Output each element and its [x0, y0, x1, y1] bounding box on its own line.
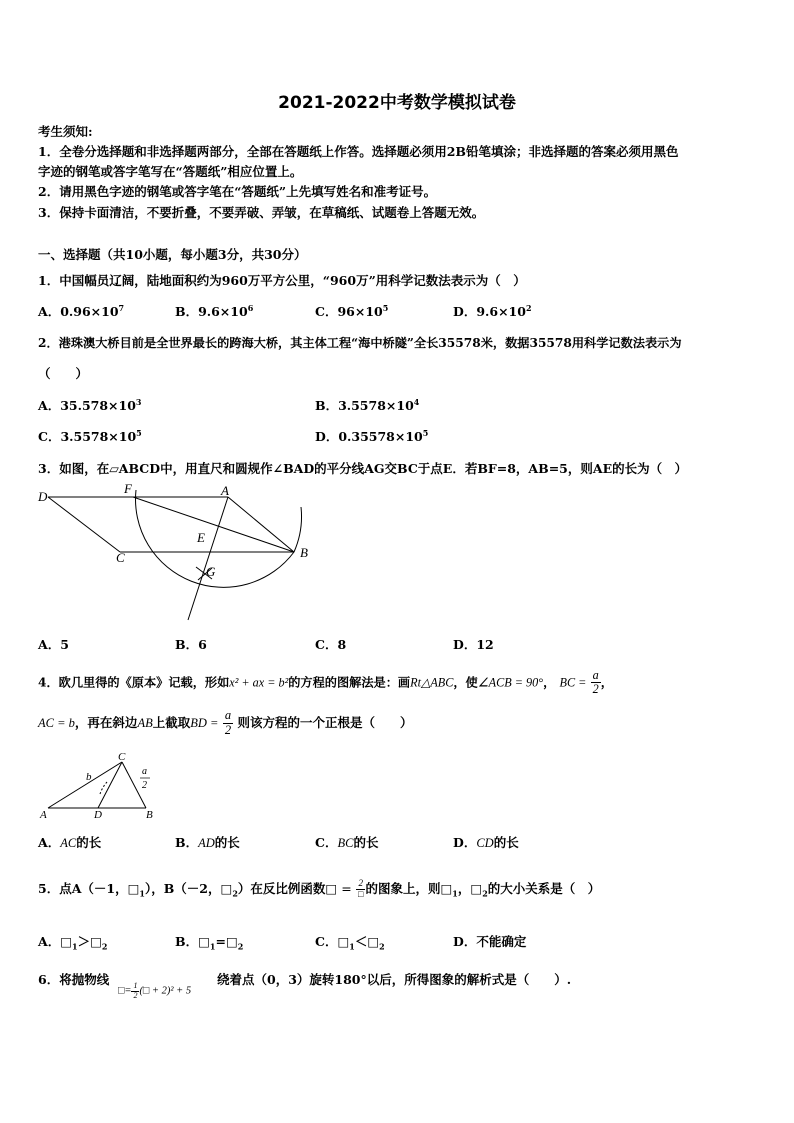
label-f: F — [124, 482, 132, 496]
label-e: E — [197, 530, 205, 545]
label-b: b — [86, 771, 92, 783]
notice-line: 字迹的钢笔或答字笔写在“答题纸”相应位置上。 — [38, 164, 303, 179]
question-4-line2: AC = b，再在斜边AB上截取BD = $\frac{a}{2}$ 则该方程的一个正根是（ ） — [38, 708, 413, 737]
label-b-vertex: B — [146, 809, 153, 821]
label-c: C — [116, 550, 125, 565]
label-a: a — [142, 766, 147, 777]
label-a-vertex: A — [40, 809, 47, 821]
q4-option-c: C．BC的长 — [315, 835, 379, 850]
q3-option-c: C．8 — [315, 637, 347, 652]
line-ab — [228, 497, 294, 552]
page-title: 2021-2022中考数学模拟试卷 — [278, 93, 516, 113]
q5-option-d: D．不能确定 — [453, 934, 527, 949]
arc — [136, 490, 302, 587]
line-ag — [188, 497, 228, 620]
q1-option-a: A．$0.96\times 10^7$ — [38, 302, 125, 319]
label-a: A — [221, 483, 229, 498]
q3-option-b: B．6 — [175, 637, 207, 652]
q6-formula: □= $\frac{1}{2}$ (□ + 2)² + 5 — [118, 981, 192, 1000]
question-2-blank: （ ） — [38, 366, 89, 381]
question-1: 1．中国幅员辽阔，陆地面积约为960万平方公里，“960万”用科学记数法表示为（ ） — [38, 273, 526, 288]
q4-triangle-figure — [36, 750, 166, 822]
q4-option-a: A．AC的长 — [38, 835, 102, 850]
q1-option-c: C．$96\times 10^5$ — [315, 302, 389, 319]
question-2: 2．港珠澳大桥目前是全世界最长的跨海大桥，其主体工程“海中桥隧”全长35578米，数据35578用科学记数法表示为 — [38, 336, 682, 350]
q2-option-b: B．$3.5578\times 10^4$ — [315, 396, 420, 413]
q5-option-b: B．$□_1=□_2$ — [175, 934, 244, 952]
question-6-prefix: 6．将抛物线 — [38, 972, 110, 987]
label-d: D — [38, 489, 48, 504]
label-c: C — [118, 751, 126, 763]
question-3: 3．如图，在▱ABCD中，用直尺和圆规作∠BAD的平分线AG交BC于点E．若BF=8，AB=5，则AE的长为（ ） — [38, 461, 688, 476]
question-5: 5．点A（－1，$□_1$），B（－2，$□_2$）在反比例函数□ = $\frac{2}{□}$ 的图象上，则$□_1$，$□_2$的大小关系是（ ） — [38, 878, 601, 899]
q4-option-b: B．AD的长 — [175, 835, 240, 850]
label-b: B — [300, 545, 308, 560]
q2-option-d: D．$0.35578\times 10^5$ — [315, 427, 429, 444]
line-dc — [48, 497, 120, 552]
q2-option-a: A．$35.578\times 10^3$ — [38, 396, 142, 413]
label-2: 2 — [142, 780, 147, 791]
q3-parallelogram-figure — [36, 482, 316, 627]
notice-line: 3．保持卡面清洁，不要折叠，不要弄破、弄皱，在草稿纸、试题卷上答题无效。 — [38, 205, 485, 220]
label-g: G — [206, 564, 216, 579]
notice-heading: 考生须知: — [38, 124, 93, 139]
q5-option-a: A．$□_1>□_2$ — [38, 934, 108, 952]
line-fb — [133, 497, 294, 552]
notice-line: 1．全卷分选择题和非选择题两部分，全部在答题纸上作答。选择题必须用2B铅笔填涂；非选择题的答案必须用黑色 — [38, 144, 679, 159]
q3-option-a: A．5 — [38, 637, 69, 652]
q5-option-c: C．$□_1<□_2$ — [315, 934, 385, 952]
question-6: 绕着点（0，3）旋转180°以后，所得图象的解析式是（ ）. — [217, 972, 572, 987]
section-heading: 一、选择题（共10小题，每小题3分，共30分） — [38, 247, 307, 262]
q4-option-d: D．CD的长 — [453, 835, 519, 850]
q3-option-d: D．12 — [453, 637, 494, 652]
label-d: D — [94, 809, 102, 821]
line-ac — [48, 762, 122, 808]
q1-option-b: B．$9.6\times 10^6$ — [175, 302, 254, 319]
notice-line: 2．请用黑色字迹的钢笔或答字笔在“答题纸”上先填写姓名和准考证号。 — [38, 184, 437, 199]
q1-option-d: D．$9.6\times 10^2$ — [453, 302, 532, 319]
q2-option-c: C．$3.5578\times 10^5$ — [38, 427, 142, 444]
question-4-line1: 4．欧几里得的《原本》记载，形如x² + ax = b²的方程的图解法是：画Rt△ABC，使∠ACB = 90°， BC = $\frac{a}{2}$ ， — [38, 668, 613, 697]
